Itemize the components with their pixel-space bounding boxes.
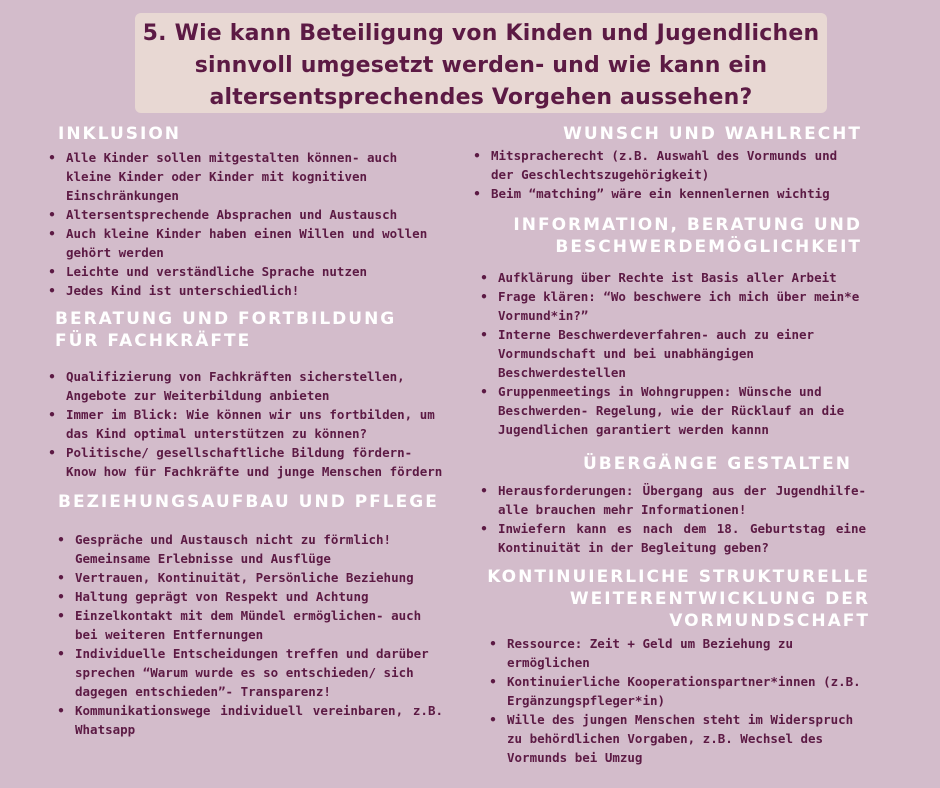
heading-kontinuierlich-line-3: VORMUNDSCHAFT — [669, 611, 870, 631]
list-item: • Leichte und verständliche Sprache nutzen — [48, 262, 428, 281]
list-item: • Haltung geprägt von Respekt und Achtung — [57, 587, 443, 606]
list-item: • Beim “matching” wäre ein kennenlernen wichtig — [473, 184, 863, 203]
list-item: • Frage klären: “Wo beschwere ich mich über mein*e Vormund*in?” — [480, 287, 866, 325]
heading-beratung — [55, 308, 396, 352]
list-information — [480, 268, 866, 439]
list-item: • Inwiefern kann es nach dem 18. Geburtstag eine Kontinuität in der Begleitung geben? — [480, 519, 866, 557]
list-item: • Immer im Blick: Wie können wir uns fortbilden, um das Kind optimal unterstützen zu können? — [48, 405, 444, 443]
list-kontinuierlich — [489, 634, 869, 767]
heading-kontinuierlich-line-1: KONTINUIERLICHE STRUKTURELLE — [487, 567, 870, 587]
list-uebergaenge — [480, 481, 866, 557]
list-item: • Politische/ gesellschaftliche Bildung fördern- Know how für Fachkräfte und junge Menschen fördern — [48, 443, 444, 481]
list-item: • Individuelle Entscheidungen treffen und darüber sprechen “Warum wurde es so entschieden/ sich dagegen entschieden”- Transparenz! — [57, 644, 443, 701]
list-item: • Herausforderungen: Übergang aus der Jugendhilfe- alle brauchen mehr Informationen! — [480, 481, 866, 519]
list-item: • Kommunikationswege individuell vereinbaren, z.B. Whatsapp — [57, 701, 443, 739]
heading-beratung-line-2: FÜR FACHKRÄFTE — [55, 331, 252, 351]
list-item: • Einzelkontakt mit dem Mündel ermöglichen- auch bei weiteren Entfernungen — [57, 606, 443, 644]
list-item: • Gespräche und Austausch nicht zu förmlich! Gemeinsame Erlebnisse und Ausflüge — [57, 530, 443, 568]
heading-information-line-2: BESCHWERDEMÖGLICHKEIT — [555, 237, 862, 257]
title-line-3: altersentsprechendes Vorgehen aussehen? — [209, 85, 753, 110]
heading-information — [513, 214, 862, 258]
heading-kontinuierlich-line-2: WEITERENTWICKLUNG DER — [569, 589, 870, 609]
heading-information-line-1: INFORMATION, BERATUNG UND — [513, 215, 862, 235]
list-item: • Jedes Kind ist unterschiedlich! — [48, 281, 428, 300]
heading-beziehung: BEZIEHUNGSAUFBAU UND PFLEGE — [58, 492, 439, 512]
list-item: • Altersentsprechende Absprachen und Austausch — [48, 205, 428, 224]
list-item: • Mitspracherecht (z.B. Auswahl des Vormunds und der Geschlechtszugehörigkeit) — [473, 146, 863, 184]
list-inklusion — [48, 148, 428, 300]
list-beziehung — [57, 530, 443, 739]
list-item: • Kontinuierliche Kooperationspartner*innen (z.B. Ergänzungspfleger*in) — [489, 672, 869, 710]
heading-kontinuierlich — [487, 566, 870, 632]
list-item: • Interne Beschwerdeverfahren- auch zu einer Vormundschaft und bei unabhängigen Beschwerdestellen — [480, 325, 866, 382]
list-item: • Auch kleine Kinder haben einen Willen und wollen gehört werden — [48, 224, 428, 262]
list-item: • Aufklärung über Rechte ist Basis aller Arbeit — [480, 268, 866, 287]
heading-inklusion: INKLUSION — [58, 124, 182, 144]
list-item: • Ressource: Zeit + Geld um Beziehung zu ermöglichen — [489, 634, 869, 672]
heading-beratung-line-1: BERATUNG UND FORTBILDUNG — [55, 309, 397, 329]
list-beratung — [48, 367, 444, 481]
list-item: • Alle Kinder sollen mitgestalten können- auch kleine Kinder oder Kinder mit kognitiven Einschränkungen — [48, 148, 428, 205]
title-line-2: sinnvoll umgesetzt werden- und wie kann ein — [194, 53, 768, 78]
list-item: • Qualifizierung von Fachkräften sicherstellen, Angebote zur Weiterbildung anbieten — [48, 367, 444, 405]
list-item: • Wille des jungen Menschen steht im Widerspruch zu behördlichen Vorgaben, z.B. Wechsel des Vormunds bei Umzug — [489, 710, 869, 767]
list-wunsch — [473, 146, 863, 203]
list-item: • Vertrauen, Kontinuität, Persönliche Beziehung — [57, 568, 443, 587]
heading-wunsch: WUNSCH UND WAHLRECHT — [563, 124, 862, 144]
page-title — [135, 18, 827, 114]
heading-uebergaenge: ÜBERGÄNGE GESTALTEN — [583, 454, 852, 474]
list-item: • Gruppenmeetings in Wohngruppen: Wünsche und Beschwerden- Regelung, wie der Rücklauf an die Jugendlichen garantiert werden kannn — [480, 382, 866, 439]
title-line-1: 5. Wie kann Beteiligung von Kinden und Jugendlichen — [142, 21, 820, 46]
